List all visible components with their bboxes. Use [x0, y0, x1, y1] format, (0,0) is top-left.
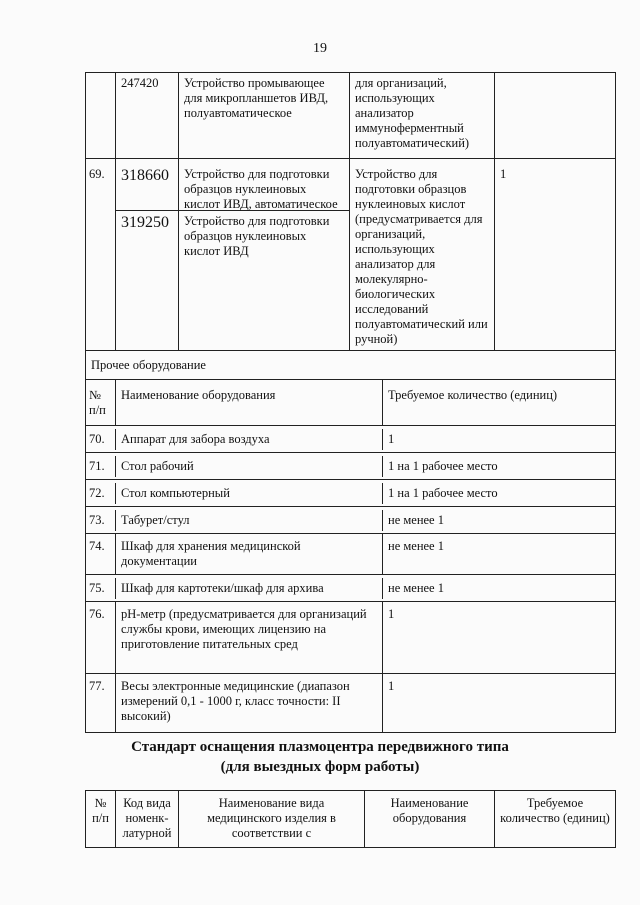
required-quantity: 1	[388, 607, 395, 621]
row-number: 76.	[86, 602, 116, 673]
row-number: 71.	[86, 456, 116, 477]
device-name: Устройство для подготовки образцов нуклеиновых кислот ИВД	[184, 214, 330, 258]
row-number: 75.	[86, 578, 116, 599]
equipment-name: Стол рабочий	[116, 456, 383, 477]
header-equipment-name: Наименование оборудования	[365, 791, 495, 847]
equipment-name: Табурет/стул	[116, 510, 383, 531]
nomenclature-code: 319250	[121, 214, 169, 231]
table-header-row	[86, 380, 615, 426]
table-row-77	[86, 674, 615, 732]
device-name: Устройство промывающее для микропланшетов ИВД, полуавтоматическое	[179, 73, 350, 158]
header-number: № п/п	[86, 380, 116, 425]
required-quantity: не менее 1	[388, 512, 444, 527]
table-row-72	[86, 480, 615, 507]
required-quantity	[495, 73, 615, 158]
required-quantity: не менее 1	[388, 580, 444, 595]
equipment-name: Устройство для подготовки образцов нуклеиновых кислот (предусматривается для организаций, использующих анализатор для молекулярно-биологических исследований полуавтоматический или ручной)	[350, 159, 495, 350]
table-row-69	[86, 159, 615, 351]
required-quantity: 1	[388, 431, 395, 446]
required-quantity: 1 на 1 рабочее место	[388, 485, 498, 500]
codes-cell	[116, 159, 179, 350]
equipment-name: Шкаф для хранения медицинской документации	[116, 534, 383, 574]
standard-subheading: (для выездных форм работы)	[220, 759, 420, 775]
page-number: 19	[313, 41, 327, 56]
device-name: Устройство для подготовки образцов нуклеиновых кислот ИВД, автоматическое	[179, 159, 349, 211]
table-row	[86, 73, 615, 159]
table-row-75	[86, 575, 615, 602]
table-row-71	[86, 453, 615, 480]
row-number: 77.	[86, 674, 116, 732]
equipment-name: Шкаф для картотеки/шкаф для архива	[116, 578, 383, 599]
header-equipment-name: Наименование оборудования	[116, 380, 383, 425]
row-number: 70.	[86, 429, 116, 450]
row-number: 72.	[86, 483, 116, 504]
row-number	[86, 73, 116, 158]
plasma-center-table-header	[85, 790, 616, 848]
row-number: 69.	[86, 159, 116, 350]
header-device-name: Наименование вида медицинского изделия в соответствии с	[179, 791, 365, 847]
row-number: 74.	[86, 534, 116, 574]
equipment-name: pH-метр (предусматривается для организаций службы крови, имеющих лицензию на приготовление питательных сред	[116, 602, 383, 673]
header-number: № п/п	[86, 791, 116, 847]
table-row-73	[86, 507, 615, 534]
required-quantity: не менее 1	[388, 539, 444, 553]
section-row	[86, 351, 615, 380]
required-quantity: 1	[500, 167, 507, 181]
equipment-name: для организаций, использующих анализатор иммуноферментный полуавтоматический)	[350, 73, 495, 158]
equipment-table-upper	[85, 72, 616, 733]
header-nomenclature-code: Код вида номенк-латурной	[116, 791, 179, 847]
header-quantity: Требуемое количество (единиц)	[500, 796, 610, 825]
nomenclature-code: 247420	[116, 73, 179, 158]
standard-heading: Стандарт оснащения плазмоцентра передвижного типа	[131, 739, 509, 755]
table-row-76	[86, 602, 615, 674]
nomenclature-code: 318660	[116, 159, 178, 211]
required-quantity: 1	[388, 679, 395, 693]
equipment-name: Стол компьютерный	[116, 483, 383, 504]
equipment-name: Аппарат для забора воздуха	[116, 429, 383, 450]
table-row-74	[86, 534, 615, 575]
required-quantity: 1 на 1 рабочее место	[388, 458, 498, 473]
row-number: 73.	[86, 510, 116, 531]
table-row-70	[86, 426, 615, 453]
section-title: Прочее оборудование	[91, 357, 206, 372]
equipment-name: Весы электронные медицинские (диапазон измерений 0,1 - 1000 г, класс точности: II высокий)	[116, 674, 383, 732]
header-quantity: Требуемое количество (единиц)	[388, 388, 558, 402]
names-cell	[179, 159, 350, 350]
